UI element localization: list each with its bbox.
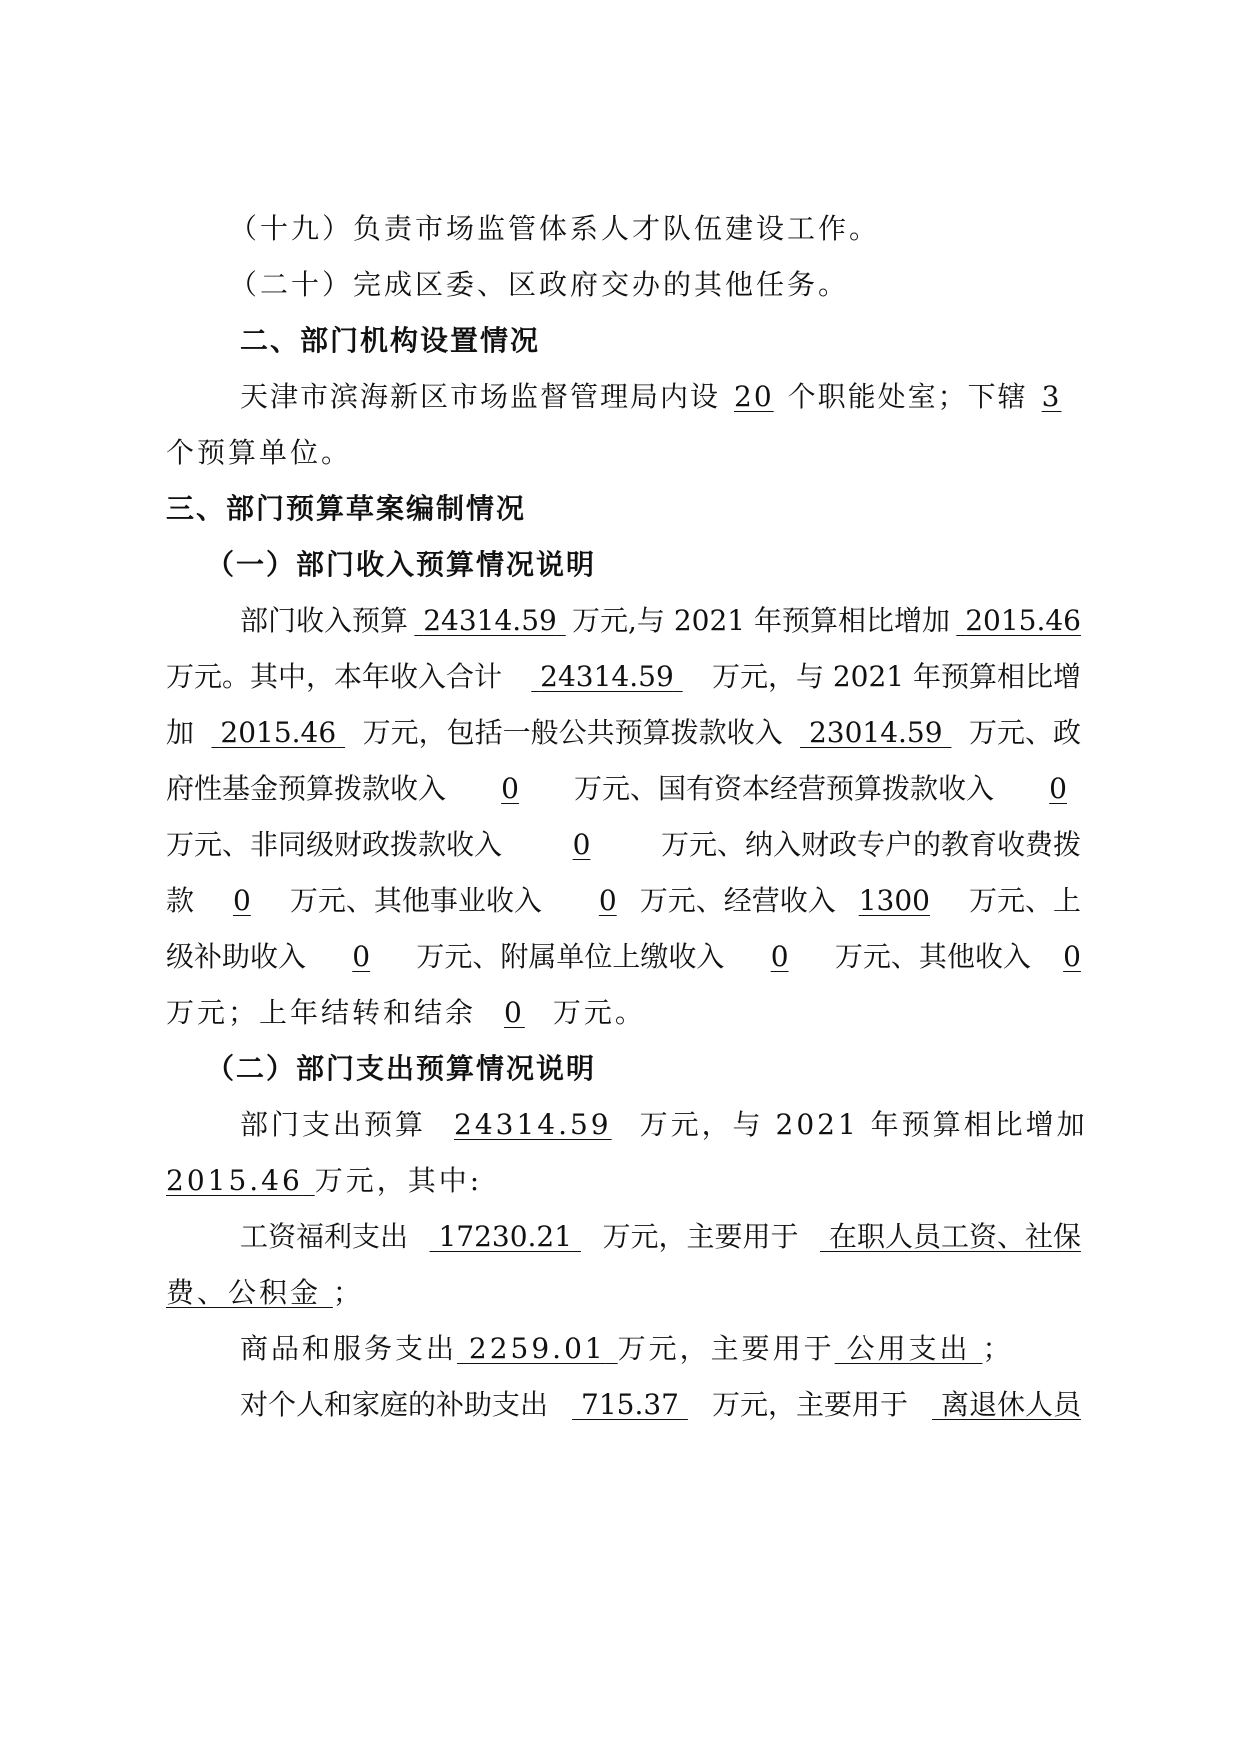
income-line-8 [166, 993, 1081, 1033]
expense-subheading: （二）部门支出预算情况说明 [206, 1052, 597, 1085]
text: 万元、非同级财政拨款收入 [166, 828, 503, 861]
other-business-income: 0 [598, 884, 617, 917]
subsidy-line [240, 1385, 1081, 1425]
text: 万元、经营收入 [639, 884, 836, 917]
wage-expense: 17230.21 [438, 1220, 573, 1253]
other-income: 0 [1063, 940, 1081, 973]
income-line-3 [166, 713, 1081, 753]
text: 款 [166, 884, 195, 917]
income-increase: 2015.46 [965, 604, 1081, 637]
income-total: 24314.59 [423, 604, 557, 637]
income-increase-2: 2015.46 [220, 716, 337, 749]
expense-increase: 2015.46 [166, 1164, 303, 1197]
non-level-income: 0 [572, 828, 591, 861]
text: 府性基金预算拨款收入 [166, 772, 447, 805]
section-2-heading: 二、部门机构设置情况 [240, 324, 541, 357]
upper-subsidy-income: 0 [352, 940, 371, 973]
item-20: （二十）完成区委、区政府交办的其他任务。 [229, 268, 850, 301]
text: 万元、纳入财政专户的教育收费拨 [660, 828, 1081, 861]
item-19: （十九）负责市场监管体系人才队伍建设工作。 [229, 212, 881, 245]
text: 商品和服务支出 [240, 1332, 458, 1365]
text: 万元、附属单位上缴收入 [416, 940, 725, 973]
text: 万元,与 2021 年预算相比增加 [572, 604, 950, 637]
text: 天津市滨海新区市场监督管理局内设 [240, 380, 721, 413]
text: ； [982, 1332, 1014, 1365]
wage-usage-1: 在职人员工资、社保 [828, 1220, 1081, 1253]
text: 万元，主要用于 [711, 1388, 908, 1421]
income-subheading: （一）部门收入预算情况说明 [206, 548, 597, 581]
text: 万元。其中，本年收入合计 [166, 660, 503, 693]
text: 万元、政 [968, 716, 1081, 749]
units-count: 3 [1041, 380, 1062, 413]
section-3-heading: 三、部门预算草案编制情况 [166, 492, 527, 525]
text: 对个人和家庭的补助支出 [240, 1388, 549, 1421]
text: 工资福利支出 [240, 1220, 409, 1253]
text: 万元、上 [968, 884, 1081, 917]
goods-usage: 公用支出 [846, 1332, 971, 1365]
offices-count: 20 [734, 380, 774, 413]
text: 万元，与 2021 年预算相比增加 [639, 1108, 1088, 1141]
section-2-paragraph-line-1 [240, 377, 1081, 417]
goods-expense: 2259.01 [468, 1332, 606, 1365]
carryover-income: 0 [504, 996, 525, 1029]
text: 万元，与 2021 年预算相比增 [711, 660, 1081, 693]
text: 万元，包括一般公共预算拨款收入 [362, 716, 783, 749]
affiliated-income: 0 [770, 940, 789, 973]
blank [1088, 1108, 1100, 1141]
state-capital-income: 0 [1049, 772, 1067, 805]
section-2-paragraph-line-2: 个预算单位。 [166, 436, 353, 469]
expense-line-2 [166, 1161, 1081, 1201]
wage-line-1 [240, 1217, 1081, 1257]
text: 个职能处室；下辖 [787, 380, 1028, 413]
subsidy-usage: 离退休人员 [940, 1388, 1081, 1421]
text: 万元、其他事业收入 [289, 884, 542, 917]
fund-budget-income: 0 [501, 772, 519, 805]
text: 万元，其中: [314, 1164, 483, 1197]
text: 部门收入预算 [240, 604, 409, 637]
income-line-5 [166, 825, 1081, 865]
income-line-7 [166, 937, 1081, 977]
text: 万元，主要用于 [602, 1220, 799, 1253]
text: ； [332, 1276, 364, 1309]
general-budget-income: 23014.59 [808, 716, 943, 749]
text: 万元，主要用于 [617, 1332, 835, 1365]
income-line-6 [166, 881, 1081, 921]
text: 万元、其他收入 [834, 940, 1031, 973]
text: 级补助收入 [166, 940, 307, 973]
income-year-total: 24314.59 [540, 660, 674, 693]
income-line-1 [240, 601, 1081, 641]
subsidy-expense: 715.37 [581, 1388, 679, 1421]
goods-line [240, 1329, 1081, 1369]
text: 加 [166, 716, 195, 749]
income-line-2 [166, 657, 1081, 697]
operating-income: 1300 [858, 884, 930, 917]
education-fee-income: 0 [233, 884, 251, 917]
wage-line-2 [166, 1273, 1081, 1313]
text: 万元；上年结转和结余 [166, 996, 477, 1029]
expense-line-1 [240, 1105, 1088, 1145]
text: 万元。 [552, 996, 646, 1029]
text: 部门支出预算 [240, 1108, 427, 1141]
text: 万元、国有资本经营预算拨款收入 [574, 772, 995, 805]
wage-usage-2: 费、公积金 [166, 1276, 322, 1309]
expense-total: 24314.59 [454, 1108, 612, 1141]
income-line-4 [166, 769, 1081, 809]
